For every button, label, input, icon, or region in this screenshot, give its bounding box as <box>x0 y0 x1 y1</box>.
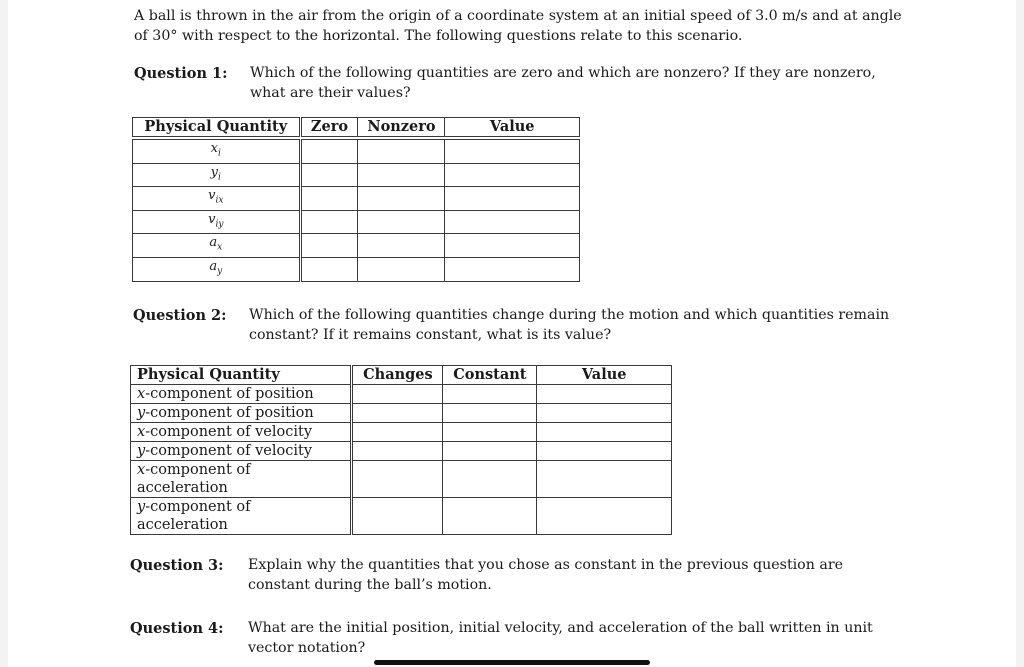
nonzero-cell[interactable] <box>358 234 445 258</box>
quantity-variable: x <box>137 462 146 478</box>
zero-cell[interactable] <box>300 163 358 187</box>
table-1-header-nonzero: Nonzero <box>358 118 445 137</box>
table-2-header-row <box>131 366 672 385</box>
zero-cell[interactable] <box>300 210 358 234</box>
constant-cell[interactable] <box>443 404 537 423</box>
quantity-name <box>131 498 352 535</box>
table-1-header-quantity: Physical Quantity <box>133 118 301 137</box>
changes-cell[interactable] <box>352 404 443 423</box>
symbol-base: x <box>210 141 218 156</box>
table-2 <box>130 365 672 535</box>
quantity-symbol <box>133 163 301 187</box>
symbol-subscript: y <box>217 266 223 277</box>
question-2-label: Question 2: <box>133 307 227 324</box>
table-row <box>131 423 672 442</box>
table-row <box>131 442 672 461</box>
symbol-subscript: iy <box>215 219 224 230</box>
table-row <box>133 163 580 187</box>
quantity-description: -component of acceleration <box>137 499 251 533</box>
quantity-variable: y <box>137 499 146 515</box>
table-row <box>133 140 580 164</box>
zero-cell[interactable] <box>300 234 358 258</box>
quantity-name <box>131 423 352 442</box>
quantity-symbol <box>133 210 301 234</box>
question-3-text: Explain why the quantities that you chose as constant in the previous question are constant during the ball’s motion. <box>248 557 844 593</box>
quantity-symbol <box>133 187 301 211</box>
symbol-base: v <box>208 188 216 204</box>
table-2-header-constant: Constant <box>443 366 537 385</box>
table-1-header-zero: Zero <box>300 118 358 137</box>
quantity-name <box>131 385 352 404</box>
intro-paragraph: A ball is thrown in the air from the origin of a coordinate system at an initial speed of 3.0 m/s and at angle of 30° with respect to the horizontal. The following questions relate to this scenario. <box>134 8 902 44</box>
table-1 <box>132 117 580 282</box>
zero-cell[interactable] <box>300 187 358 211</box>
symbol-base: v <box>208 211 216 227</box>
table-row <box>133 210 580 234</box>
value-cell[interactable] <box>537 385 672 404</box>
nonzero-cell[interactable] <box>358 163 445 187</box>
constant-cell[interactable] <box>443 461 537 498</box>
table-row <box>133 234 580 258</box>
home-indicator[interactable] <box>374 660 650 665</box>
value-cell[interactable] <box>445 257 580 281</box>
table-row <box>133 257 580 281</box>
page-edge-left <box>0 0 8 667</box>
quantity-description: -component of velocity <box>145 443 313 459</box>
table-1-header-row <box>133 118 580 137</box>
quantity-variable: y <box>137 405 146 421</box>
question-4-label: Question 4: <box>130 620 224 637</box>
question-4-text: What are the initial position, initial velocity, and acceleration of the ball written in unit vector notation? <box>248 620 873 656</box>
table-row <box>133 187 580 211</box>
nonzero-cell[interactable] <box>358 187 445 211</box>
constant-cell[interactable] <box>443 442 537 461</box>
question-1-text: Which of the following quantities are zero and which are nonzero? If they are nonzero, what are their values? <box>250 65 876 101</box>
question-3-label: Question 3: <box>130 557 224 574</box>
nonzero-cell[interactable] <box>358 257 445 281</box>
value-cell[interactable] <box>537 404 672 423</box>
quantity-symbol <box>133 257 301 281</box>
page-edge-right <box>1016 0 1024 667</box>
value-cell[interactable] <box>537 498 672 535</box>
changes-cell[interactable] <box>352 498 443 535</box>
quantity-variable: x <box>137 424 146 440</box>
table-row <box>131 498 672 535</box>
quantity-description: -component of position <box>145 386 314 402</box>
value-cell[interactable] <box>537 423 672 442</box>
constant-cell[interactable] <box>443 423 537 442</box>
zero-cell[interactable] <box>300 140 358 164</box>
value-cell[interactable] <box>445 234 580 258</box>
question-2-text: Which of the following quantities change during the motion and which quantities remain constant? If it remains constant, what is its value? <box>249 307 890 343</box>
table-2-header-quantity: Physical Quantity <box>131 366 352 385</box>
changes-cell[interactable] <box>352 461 443 498</box>
quantity-description: -component of position <box>145 405 314 421</box>
value-cell[interactable] <box>537 461 672 498</box>
symbol-subscript: x <box>217 242 223 253</box>
table-2-header-changes: Changes <box>352 366 443 385</box>
table-row <box>131 404 672 423</box>
value-cell[interactable] <box>445 140 580 164</box>
quantity-description: -component of velocity <box>145 424 313 440</box>
quantity-variable: x <box>137 386 146 402</box>
symbol-base: a <box>209 258 218 274</box>
zero-cell[interactable] <box>300 257 358 281</box>
table-row <box>131 385 672 404</box>
constant-cell[interactable] <box>443 385 537 404</box>
value-cell[interactable] <box>537 442 672 461</box>
value-cell[interactable] <box>445 210 580 234</box>
symbol-base: y <box>210 164 218 180</box>
quantity-symbol <box>133 140 301 164</box>
nonzero-cell[interactable] <box>358 210 445 234</box>
symbol-subscript: i <box>217 148 221 159</box>
changes-cell[interactable] <box>352 385 443 404</box>
symbol-subscript: ix <box>215 195 224 206</box>
nonzero-cell[interactable] <box>358 140 445 164</box>
quantity-name <box>131 461 352 498</box>
constant-cell[interactable] <box>443 498 537 535</box>
table-1-header-value: Value <box>445 118 580 137</box>
symbol-subscript: i <box>217 172 221 183</box>
changes-cell[interactable] <box>352 423 443 442</box>
value-cell[interactable] <box>445 163 580 187</box>
quantity-description: -component of acceleration <box>137 462 251 496</box>
quantity-name <box>131 404 352 423</box>
value-cell[interactable] <box>445 187 580 211</box>
quantity-variable: y <box>137 443 146 459</box>
changes-cell[interactable] <box>352 442 443 461</box>
table-2-header-value: Value <box>537 366 672 385</box>
symbol-base: a <box>209 235 218 251</box>
question-1-label: Question 1: <box>134 65 228 82</box>
quantity-name <box>131 442 352 461</box>
quantity-symbol <box>133 234 301 258</box>
table-row <box>131 461 672 498</box>
